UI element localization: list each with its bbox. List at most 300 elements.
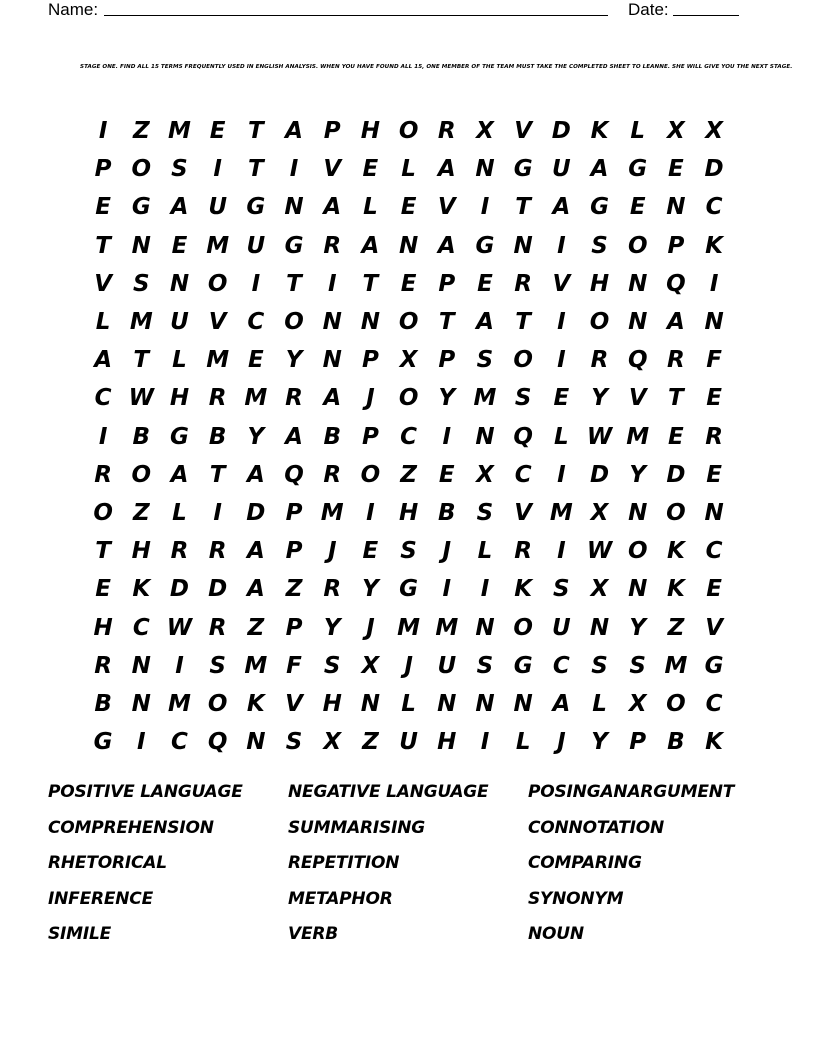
grid-letter[interactable]: U bbox=[399, 729, 418, 756]
grid-letter[interactable]: O bbox=[207, 690, 228, 717]
grid-letter[interactable]: N bbox=[513, 232, 533, 259]
grid-letter[interactable]: C bbox=[705, 690, 723, 717]
grid-letter[interactable]: R bbox=[94, 652, 112, 679]
grid-letter[interactable]: H bbox=[169, 385, 190, 412]
grid-letter[interactable]: R bbox=[437, 118, 456, 145]
grid-letter[interactable]: V bbox=[705, 614, 723, 641]
grid-letter[interactable]: K bbox=[705, 729, 723, 756]
grid-letter[interactable]: G bbox=[399, 576, 419, 603]
grid-letter[interactable]: U bbox=[208, 194, 227, 221]
grid-letter[interactable]: S bbox=[629, 652, 646, 679]
grid-letter[interactable]: W bbox=[128, 385, 154, 412]
grid-letter[interactable]: A bbox=[323, 385, 342, 412]
grid-letter[interactable]: E bbox=[477, 270, 493, 297]
grid-letter[interactable]: P bbox=[629, 729, 647, 756]
grid-letter[interactable]: D bbox=[704, 156, 724, 183]
date-blank-line bbox=[673, 15, 739, 16]
grid-letter[interactable]: L bbox=[401, 156, 416, 183]
grid-letter[interactable]: X bbox=[590, 499, 609, 526]
grid-letter[interactable]: R bbox=[323, 461, 342, 488]
grid-letter[interactable]: D bbox=[551, 118, 571, 145]
grid-letter[interactable]: M bbox=[168, 118, 191, 145]
grid-letter[interactable]: N bbox=[169, 270, 190, 297]
grid-letter[interactable]: K bbox=[246, 690, 265, 717]
grid-letter[interactable]: X bbox=[667, 118, 685, 145]
grid-letter[interactable]: K bbox=[705, 232, 723, 259]
grid-letter[interactable]: O bbox=[131, 156, 152, 183]
grid-letter[interactable]: F bbox=[706, 347, 722, 374]
grid-letter[interactable]: X bbox=[399, 347, 418, 374]
word-list-item: COMPREHENSION bbox=[48, 817, 214, 838]
grid-letter[interactable]: Q bbox=[284, 461, 304, 488]
grid-letter[interactable]: I bbox=[366, 499, 375, 526]
grid-letter[interactable]: R bbox=[514, 538, 533, 565]
grid-letter[interactable]: O bbox=[666, 690, 686, 717]
word-list-item: NEGATIVE LANGUAGE bbox=[288, 782, 489, 802]
grid-letter[interactable]: F bbox=[286, 652, 302, 679]
grid-letter[interactable]: D bbox=[589, 461, 610, 488]
grid-letter[interactable]: I bbox=[175, 652, 184, 679]
grid-letter[interactable]: W bbox=[166, 614, 193, 641]
grid-letter[interactable]: R bbox=[323, 576, 342, 603]
grid-letter[interactable]: R bbox=[170, 538, 189, 565]
grid-letter[interactable]: N bbox=[513, 690, 533, 717]
grid-letter[interactable]: S bbox=[132, 270, 150, 297]
grid-letter[interactable]: N bbox=[475, 690, 495, 717]
grid-letter[interactable]: Z bbox=[362, 729, 379, 756]
grid-letter[interactable]: N bbox=[475, 614, 495, 641]
grid-letter[interactable]: T bbox=[247, 118, 264, 145]
grid-letter[interactable]: O bbox=[207, 270, 228, 297]
grid-letter[interactable]: N bbox=[628, 270, 648, 297]
grid-letter[interactable]: D bbox=[169, 576, 190, 603]
grid-letter[interactable]: E bbox=[706, 461, 722, 488]
grid-letter[interactable]: E bbox=[171, 232, 188, 259]
grid-letter[interactable]: O bbox=[398, 309, 419, 336]
grid-letter[interactable]: A bbox=[667, 309, 685, 336]
grid-letter[interactable]: T bbox=[95, 232, 111, 259]
grid-letter[interactable]: E bbox=[400, 194, 417, 221]
grid-letter[interactable]: V bbox=[323, 156, 342, 183]
grid-letter[interactable]: S bbox=[209, 652, 226, 679]
grid-letter[interactable]: O bbox=[131, 461, 152, 488]
grid-letter[interactable]: E bbox=[209, 118, 226, 145]
grid-letter[interactable]: Z bbox=[132, 499, 150, 526]
grid-letter[interactable]: M bbox=[168, 690, 191, 717]
grid-letter[interactable]: E bbox=[668, 156, 684, 183]
grid-letter[interactable]: S bbox=[285, 729, 303, 756]
grid-letter[interactable]: N bbox=[360, 690, 381, 717]
grid-letter[interactable]: E bbox=[629, 194, 646, 221]
grid-letter[interactable]: Y bbox=[629, 461, 647, 488]
grid-letter[interactable]: N bbox=[475, 156, 495, 183]
grid-letter[interactable]: H bbox=[589, 270, 610, 297]
grid-letter[interactable]: A bbox=[170, 194, 189, 221]
grid-letter[interactable]: R bbox=[667, 347, 685, 374]
grid-letter[interactable]: C bbox=[705, 538, 723, 565]
grid-letter[interactable]: I bbox=[442, 423, 452, 450]
grid-letter[interactable]: L bbox=[592, 690, 607, 717]
grid-letter[interactable]: A bbox=[170, 461, 189, 488]
grid-letter[interactable]: E bbox=[706, 576, 722, 603]
grid-letter[interactable]: M bbox=[664, 652, 688, 679]
grid-letter[interactable]: N bbox=[398, 232, 419, 259]
grid-letter[interactable]: M bbox=[320, 499, 344, 526]
grid-letter[interactable]: K bbox=[514, 576, 533, 603]
grid-letter[interactable]: W bbox=[586, 538, 613, 565]
grid-letter[interactable]: I bbox=[557, 309, 566, 336]
grid-letter[interactable]: N bbox=[437, 690, 457, 717]
grid-letter[interactable]: O bbox=[513, 614, 533, 641]
grid-letter[interactable]: I bbox=[557, 347, 566, 374]
grid-letter[interactable]: H bbox=[93, 614, 113, 641]
grid-letter[interactable]: P bbox=[285, 538, 303, 565]
grid-letter[interactable]: A bbox=[552, 194, 571, 221]
grid-letter[interactable]: Q bbox=[207, 729, 228, 756]
grid-letter[interactable]: L bbox=[554, 423, 569, 450]
grid-letter[interactable]: I bbox=[213, 156, 222, 183]
grid-letter[interactable]: A bbox=[552, 690, 571, 717]
name-label: Name: bbox=[48, 0, 99, 19]
grid-letter[interactable]: S bbox=[476, 347, 494, 374]
grid-letter[interactable]: I bbox=[98, 118, 108, 145]
grid-letter[interactable]: O bbox=[360, 461, 381, 488]
grid-letter[interactable]: J bbox=[366, 385, 375, 412]
grid-letter[interactable]: A bbox=[285, 118, 303, 145]
grid-letter[interactable]: M bbox=[244, 385, 268, 412]
grid-letter[interactable]: S bbox=[514, 385, 532, 412]
grid-letter[interactable]: U bbox=[552, 156, 571, 183]
grid-letter[interactable]: L bbox=[515, 729, 531, 756]
grid-letter[interactable]: L bbox=[172, 499, 187, 526]
grid-letter[interactable]: A bbox=[361, 232, 380, 259]
grid-letter[interactable]: L bbox=[401, 690, 416, 717]
grid-letter[interactable]: T bbox=[95, 538, 111, 565]
grid-letter[interactable]: L bbox=[172, 347, 187, 374]
grid-letter[interactable]: U bbox=[170, 309, 189, 336]
grid-letter[interactable]: O bbox=[398, 118, 419, 145]
grid-letter[interactable]: G bbox=[513, 156, 533, 183]
grid-letter[interactable]: S bbox=[400, 538, 417, 565]
grid-letter[interactable]: P bbox=[667, 232, 685, 259]
grid-letter[interactable]: R bbox=[323, 232, 342, 259]
grid-letter[interactable]: E bbox=[553, 385, 570, 412]
grid-letter[interactable]: M bbox=[206, 347, 230, 374]
grid-letter[interactable]: V bbox=[514, 499, 533, 526]
grid-letter[interactable]: Z bbox=[667, 614, 685, 641]
grid-letter[interactable]: Q bbox=[666, 270, 686, 297]
grid-letter[interactable]: C bbox=[94, 385, 112, 412]
grid-letter[interactable]: S bbox=[171, 156, 188, 183]
grid-letter[interactable]: Y bbox=[285, 347, 303, 374]
grid-letter[interactable]: R bbox=[514, 270, 533, 297]
grid-letter[interactable]: O bbox=[589, 309, 610, 336]
grid-letter[interactable]: I bbox=[289, 156, 299, 183]
grid-letter[interactable]: O bbox=[513, 347, 533, 374]
grid-letter[interactable]: B bbox=[94, 690, 112, 717]
grid-letter[interactable]: V bbox=[514, 118, 533, 145]
grid-letter[interactable]: O bbox=[627, 538, 648, 565]
grid-letter[interactable]: I bbox=[327, 270, 337, 297]
grid-letter[interactable]: E bbox=[400, 270, 417, 297]
grid-letter[interactable]: Z bbox=[400, 461, 417, 488]
grid-letter[interactable]: G bbox=[590, 194, 609, 221]
grid-letter[interactable]: I bbox=[480, 729, 490, 756]
grid-letter[interactable]: I bbox=[480, 194, 490, 221]
grid-letter[interactable]: K bbox=[666, 576, 685, 603]
grid-letter[interactable]: K bbox=[590, 118, 609, 145]
grid-letter[interactable]: O bbox=[284, 309, 304, 336]
grid-letter[interactable]: U bbox=[246, 232, 266, 259]
grid-letter[interactable]: M bbox=[473, 385, 497, 412]
grid-letter[interactable]: V bbox=[437, 194, 456, 221]
name-blank-line bbox=[104, 15, 608, 16]
grid-letter[interactable]: S bbox=[553, 576, 570, 603]
grid-letter[interactable]: Z bbox=[285, 576, 303, 603]
grid-letter[interactable]: I bbox=[480, 576, 490, 603]
grid-letter[interactable]: J bbox=[366, 614, 375, 641]
grid-letter[interactable]: T bbox=[438, 309, 455, 336]
grid-letter[interactable]: G bbox=[284, 232, 304, 259]
grid-letter[interactable]: A bbox=[246, 576, 265, 603]
grid-letter[interactable]: A bbox=[590, 156, 609, 183]
grid-letter[interactable]: T bbox=[515, 194, 531, 221]
grid-letter[interactable]: G bbox=[131, 194, 151, 221]
grid-letter[interactable]: L bbox=[477, 538, 493, 565]
grid-letter[interactable]: C bbox=[247, 309, 265, 336]
grid-letter[interactable]: X bbox=[590, 576, 609, 603]
grid-letter[interactable]: T bbox=[515, 309, 531, 336]
grid-letter[interactable]: M bbox=[435, 614, 459, 641]
grid-letter[interactable]: P bbox=[94, 156, 112, 183]
grid-letter[interactable]: T bbox=[133, 347, 150, 374]
grid-letter[interactable]: N bbox=[322, 347, 342, 374]
grid-letter[interactable]: E bbox=[362, 538, 379, 565]
grid-letter[interactable]: S bbox=[476, 652, 494, 679]
grid-letter[interactable]: N bbox=[628, 309, 648, 336]
grid-letter[interactable]: A bbox=[437, 232, 456, 259]
grid-letter[interactable]: Y bbox=[629, 614, 647, 641]
grid-letter[interactable]: P bbox=[285, 499, 303, 526]
grid-letter[interactable]: P bbox=[438, 270, 456, 297]
grid-letter[interactable]: I bbox=[557, 461, 566, 488]
grid-letter[interactable]: C bbox=[132, 614, 150, 641]
grid-letter[interactable]: D bbox=[246, 499, 266, 526]
grid-letter[interactable]: N bbox=[246, 729, 266, 756]
grid-letter[interactable]: T bbox=[247, 156, 264, 183]
grid-letter[interactable]: E bbox=[362, 156, 379, 183]
grid-letter[interactable]: E bbox=[438, 461, 455, 488]
grid-letter[interactable]: B bbox=[667, 729, 685, 756]
grid-letter[interactable]: P bbox=[323, 118, 341, 145]
grid-letter[interactable]: N bbox=[360, 309, 381, 336]
grid-letter[interactable]: N bbox=[131, 652, 151, 679]
grid-letter[interactable]: E bbox=[95, 576, 111, 603]
word-list-item: RHETORICAL bbox=[48, 853, 167, 873]
grid-letter[interactable]: I bbox=[213, 499, 222, 526]
grid-letter[interactable]: Y bbox=[323, 614, 341, 641]
grid-letter[interactable]: L bbox=[95, 309, 111, 336]
grid-letter[interactable]: G bbox=[246, 194, 266, 221]
grid-letter[interactable]: B bbox=[132, 423, 151, 450]
grid-letter[interactable]: G bbox=[513, 652, 533, 679]
grid-letter[interactable]: Y bbox=[591, 729, 608, 756]
grid-letter[interactable]: I bbox=[251, 270, 261, 297]
grid-letter[interactable]: P bbox=[285, 614, 303, 641]
grid-letter[interactable]: U bbox=[437, 652, 457, 679]
grid-letter[interactable]: A bbox=[246, 461, 265, 488]
grid-letter[interactable]: T bbox=[362, 270, 379, 297]
grid-letter[interactable]: C bbox=[552, 652, 570, 679]
grid-letter[interactable]: H bbox=[360, 118, 381, 145]
grid-letter[interactable]: I bbox=[557, 538, 566, 565]
grid-letter[interactable]: N bbox=[589, 614, 610, 641]
grid-letter[interactable]: X bbox=[361, 652, 380, 679]
grid-letter[interactable]: N bbox=[284, 194, 304, 221]
word-list-item: SYNONYM bbox=[528, 888, 624, 909]
grid-letter[interactable]: K bbox=[666, 538, 685, 565]
grid-letter[interactable]: I bbox=[98, 423, 108, 450]
grid-letter[interactable]: M bbox=[206, 232, 230, 259]
grid-letter[interactable]: X bbox=[476, 461, 494, 488]
grid-letter[interactable]: B bbox=[438, 499, 456, 526]
grid-letter[interactable]: C bbox=[705, 194, 723, 221]
grid-letter[interactable]: H bbox=[437, 729, 457, 756]
grid-letter[interactable]: N bbox=[628, 499, 648, 526]
grid-letter[interactable]: A bbox=[285, 423, 303, 450]
grid-letter[interactable]: O bbox=[93, 499, 113, 526]
grid-letter[interactable]: S bbox=[323, 652, 341, 679]
grid-letter[interactable]: J bbox=[327, 538, 337, 565]
grid-letter[interactable]: C bbox=[514, 461, 532, 488]
grid-letter[interactable]: P bbox=[361, 347, 379, 374]
grid-letter[interactable]: S bbox=[476, 499, 494, 526]
grid-letter[interactable]: I bbox=[137, 729, 146, 756]
grid-letter[interactable]: W bbox=[586, 423, 613, 450]
grid-letter[interactable]: I bbox=[709, 270, 719, 297]
grid-letter[interactable]: Q bbox=[513, 423, 533, 450]
grid-letter[interactable]: S bbox=[591, 232, 608, 259]
grid-letter[interactable]: E bbox=[706, 385, 722, 412]
grid-letter[interactable]: V bbox=[552, 270, 571, 297]
grid-letter[interactable]: R bbox=[208, 385, 227, 412]
grid-letter[interactable]: N bbox=[131, 232, 151, 259]
grid-letter[interactable]: R bbox=[285, 385, 303, 412]
grid-letter[interactable]: M bbox=[549, 499, 573, 526]
grid-letter[interactable]: R bbox=[208, 538, 227, 565]
grid-letter[interactable]: A bbox=[476, 309, 494, 336]
grid-letter[interactable]: J bbox=[557, 729, 566, 756]
word-search-grid bbox=[84, 112, 733, 761]
grid-letter[interactable]: K bbox=[132, 576, 151, 603]
grid-letter[interactable]: R bbox=[705, 423, 723, 450]
grid-letter[interactable]: N bbox=[704, 499, 724, 526]
word-list-item: INFERENCE bbox=[48, 888, 153, 909]
grid-letter[interactable]: V bbox=[208, 309, 227, 336]
grid-letter[interactable]: M bbox=[626, 423, 650, 450]
grid-letter[interactable]: A bbox=[437, 156, 456, 183]
grid-letter[interactable]: G bbox=[704, 652, 724, 679]
grid-letter[interactable]: H bbox=[131, 538, 151, 565]
grid-letter[interactable]: U bbox=[552, 614, 571, 641]
grid-letter[interactable]: L bbox=[630, 118, 646, 145]
grid-letter[interactable]: Y bbox=[591, 385, 608, 412]
grid-letter[interactable]: J bbox=[404, 652, 413, 679]
grid-letter[interactable]: A bbox=[323, 194, 342, 221]
grid-letter[interactable]: T bbox=[209, 461, 226, 488]
grid-letter[interactable]: D bbox=[666, 461, 686, 488]
grid-letter[interactable]: G bbox=[475, 232, 495, 259]
grid-letter[interactable]: Y bbox=[438, 385, 456, 412]
grid-letter[interactable]: E bbox=[668, 423, 684, 450]
grid-letter[interactable]: L bbox=[363, 194, 378, 221]
grid-letter[interactable]: S bbox=[591, 652, 608, 679]
grid-letter[interactable]: X bbox=[476, 118, 494, 145]
date-label: Date: bbox=[628, 0, 669, 19]
grid-letter[interactable]: M bbox=[244, 652, 268, 679]
grid-letter[interactable]: Z bbox=[132, 118, 150, 145]
grid-letter[interactable]: A bbox=[94, 347, 112, 374]
grid-letter[interactable]: D bbox=[208, 576, 228, 603]
grid-letter[interactable]: C bbox=[171, 729, 188, 756]
grid-letter[interactable]: N bbox=[131, 690, 151, 717]
grid-letter[interactable]: M bbox=[397, 614, 421, 641]
grid-letter[interactable]: I bbox=[442, 576, 452, 603]
grid-letter[interactable]: A bbox=[246, 538, 265, 565]
grid-letter[interactable]: P bbox=[438, 347, 456, 374]
grid-letter[interactable]: V bbox=[94, 270, 112, 297]
grid-letter[interactable]: Q bbox=[627, 347, 648, 374]
grid-letter[interactable]: G bbox=[628, 156, 648, 183]
grid-letter[interactable]: V bbox=[285, 690, 303, 717]
grid-letter[interactable]: N bbox=[322, 309, 342, 336]
grid-letter[interactable]: T bbox=[668, 385, 684, 412]
grid-letter[interactable]: Y bbox=[247, 423, 265, 450]
grid-letter[interactable]: N bbox=[628, 576, 648, 603]
grid-letter[interactable]: H bbox=[398, 499, 419, 526]
grid-letter[interactable]: C bbox=[400, 423, 418, 450]
grid-letter[interactable]: B bbox=[208, 423, 227, 450]
grid-letter[interactable]: I bbox=[557, 232, 566, 259]
grid-letter[interactable]: P bbox=[361, 423, 379, 450]
grid-letter[interactable]: N bbox=[704, 309, 724, 336]
word-list-item: COMPARING bbox=[528, 853, 642, 873]
grid-letter[interactable]: O bbox=[666, 499, 686, 526]
grid-letter[interactable]: T bbox=[286, 270, 302, 297]
grid-letter[interactable]: V bbox=[628, 385, 647, 412]
grid-letter[interactable]: E bbox=[95, 194, 111, 221]
grid-letter[interactable]: X bbox=[323, 729, 342, 756]
grid-letter[interactable]: R bbox=[208, 614, 227, 641]
grid-letter[interactable]: M bbox=[129, 309, 153, 336]
grid-letter[interactable]: H bbox=[322, 690, 342, 717]
grid-letter[interactable]: Y bbox=[362, 576, 379, 603]
grid-letter[interactable]: N bbox=[666, 194, 686, 221]
grid-letter[interactable]: G bbox=[93, 729, 113, 756]
grid-letter[interactable]: O bbox=[627, 232, 648, 259]
grid-letter[interactable]: Z bbox=[247, 614, 265, 641]
grid-letter[interactable]: R bbox=[590, 347, 609, 374]
grid-letter[interactable]: R bbox=[94, 461, 112, 488]
grid-letter[interactable]: O bbox=[398, 385, 419, 412]
grid-letter[interactable]: X bbox=[628, 690, 647, 717]
grid-letter[interactable]: B bbox=[323, 423, 341, 450]
grid-letter[interactable]: J bbox=[442, 538, 452, 565]
grid-letter[interactable]: E bbox=[247, 347, 264, 374]
grid-letter[interactable]: N bbox=[475, 423, 495, 450]
grid-letter[interactable]: X bbox=[705, 118, 723, 145]
grid-letter[interactable]: G bbox=[170, 423, 189, 450]
